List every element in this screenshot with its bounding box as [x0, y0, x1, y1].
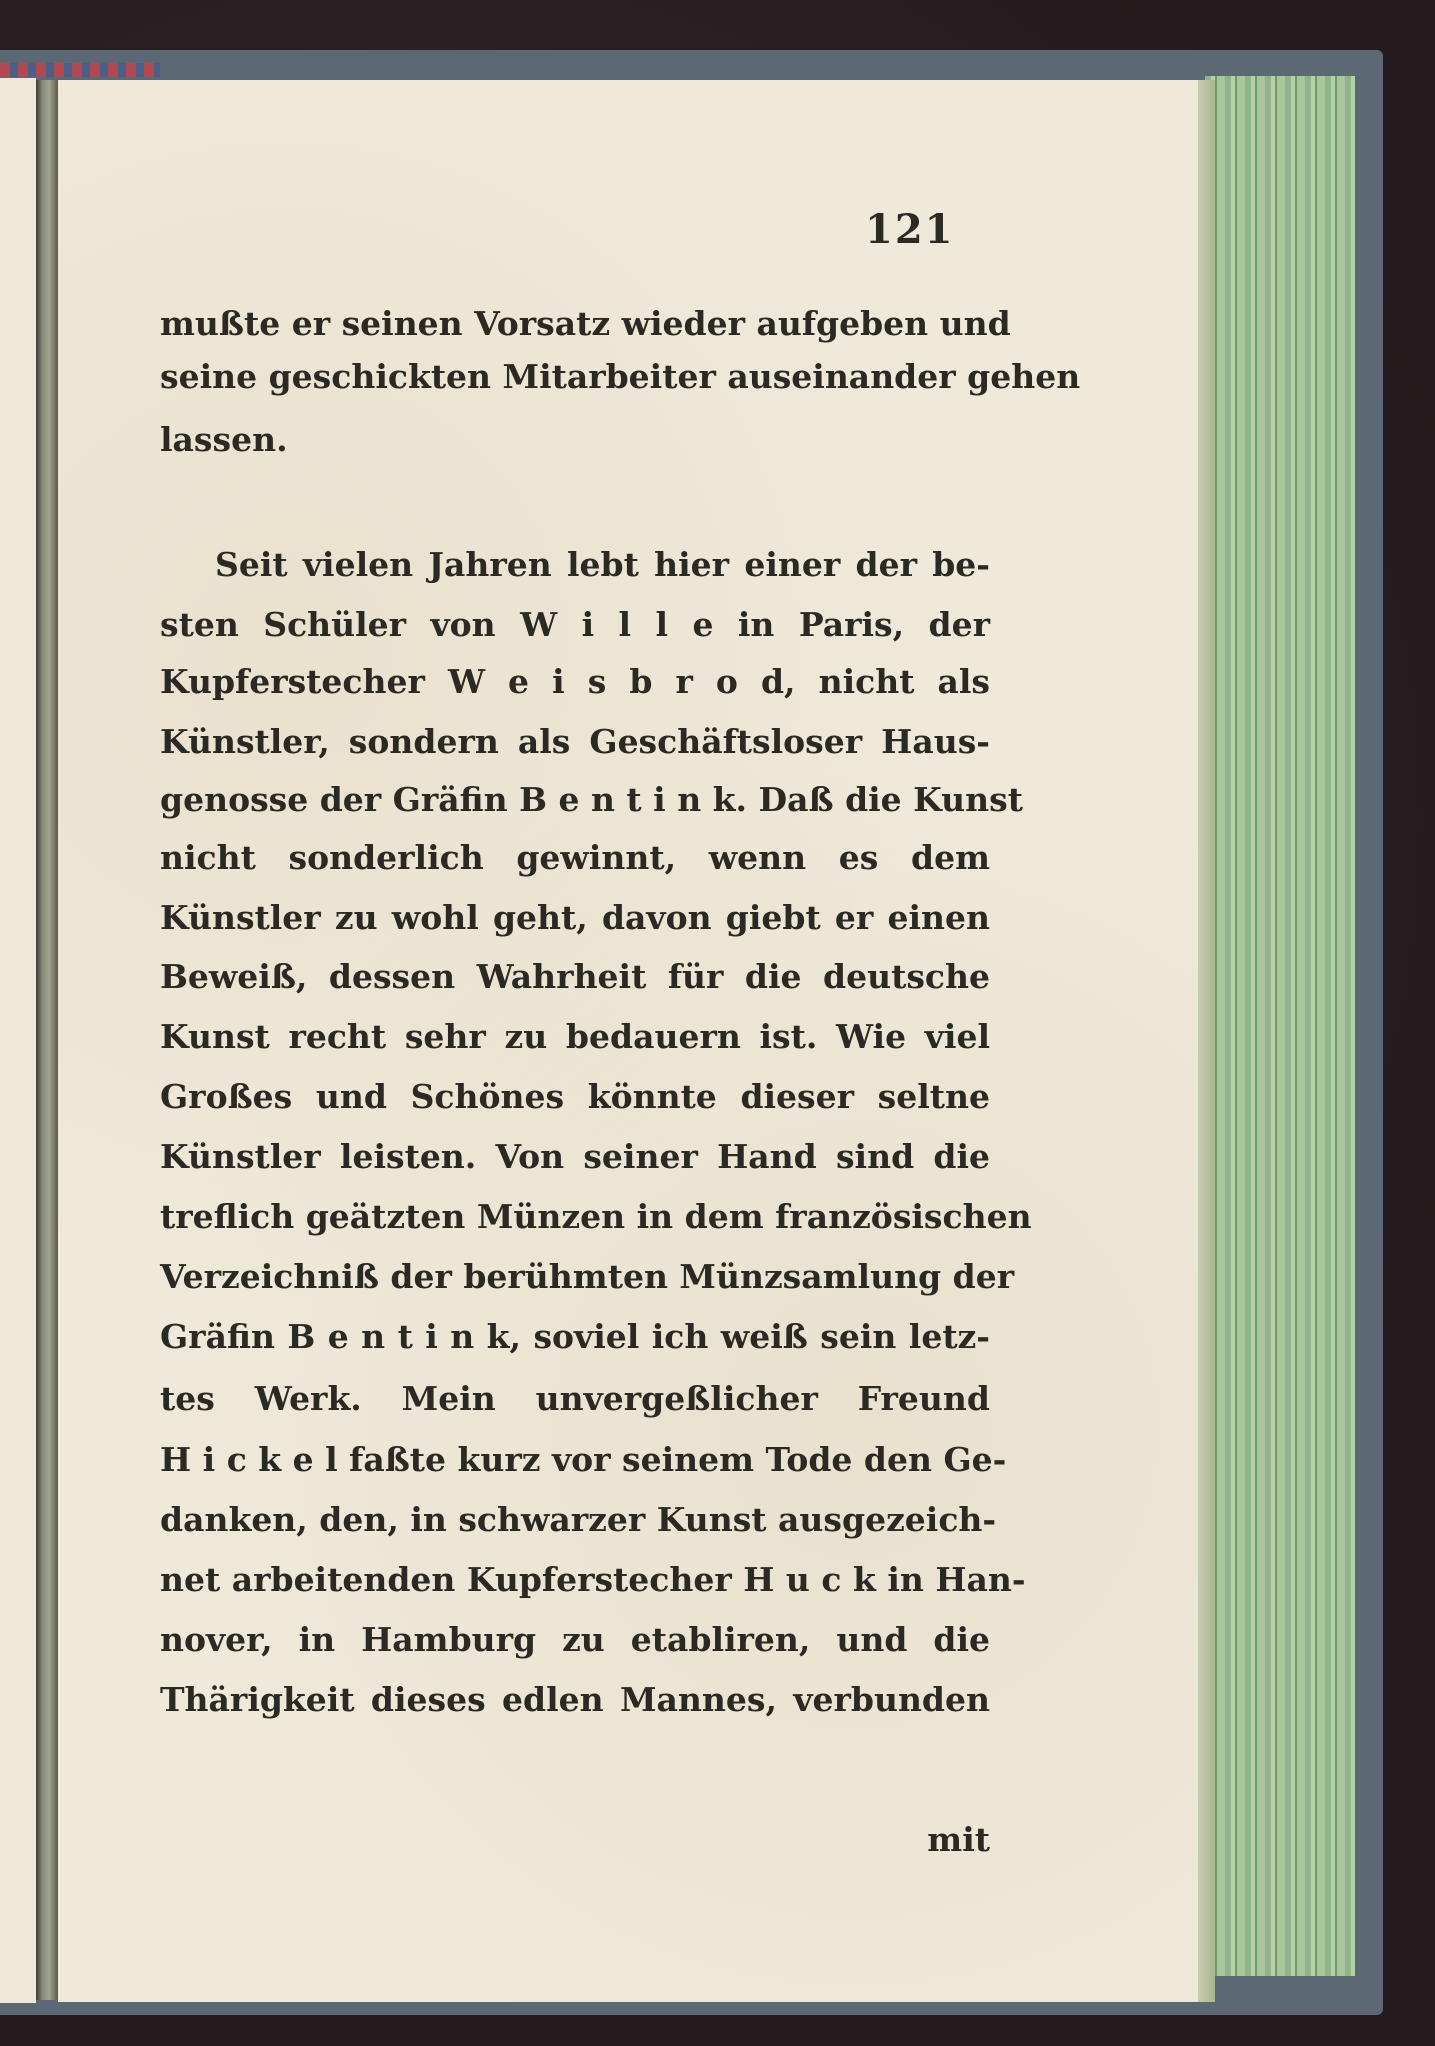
text-line: nover, in Hamburg zu etabliren, und die: [160, 1620, 990, 1659]
text-line: Künstler zu wohl geht, davon giebt er einen: [160, 898, 990, 937]
text-line: lassen.: [160, 420, 288, 459]
headband: [0, 63, 160, 77]
text-line: Kupferstecher W e i s b r o d, nicht als: [160, 662, 990, 701]
text-line: Beweiß, dessen Wahrheit für die deutsche: [160, 957, 990, 996]
text-line: Großes und Schönes könnte dieser seltne: [160, 1077, 990, 1116]
text-line: H i c k e l faßte kurz vor seinem Tode den Ge-: [160, 1440, 1007, 1479]
page-number: 121: [865, 206, 955, 253]
catchword: mit: [927, 1820, 990, 1859]
text-line: mußte er seinen Vorsatz wieder aufgeben und: [160, 304, 1011, 343]
text-line: Verzeichniß der berühmten Münzsamlung der: [160, 1257, 1015, 1296]
text-line: Gräfin B e n t i n k, soviel ich weiß sein letz-: [160, 1317, 990, 1356]
text-line: Kunst recht sehr zu bedauern ist. Wie viel: [160, 1017, 990, 1056]
text-line: Thärigkeit dieses edlen Mannes, verbunden: [160, 1680, 990, 1719]
text-line: danken, den, in schwarzer Kunst ausgezeich-: [160, 1500, 997, 1539]
text-line: Künstler, sondern als Geschäftsloser Haus-: [160, 722, 990, 761]
text-line: nicht sonderlich gewinnt, wenn es dem: [160, 838, 990, 877]
left-page-edge: [0, 78, 36, 2003]
green-page-edges: [1205, 76, 1355, 1976]
text-line: Seit vielen Jahren lebt hier einer der be-: [215, 545, 990, 584]
text-line: treflich geätzten Münzen in dem französischen: [160, 1197, 1032, 1236]
text-line: seine geschickten Mitarbeiter auseinander gehen: [160, 357, 1081, 396]
text-line: sten Schüler von W i l l e in Paris, der: [160, 605, 990, 644]
text-line: tes Werk. Mein unvergeßlicher Freund: [160, 1379, 990, 1418]
text-line: genosse der Gräfin B e n t i n k. Daß die Kunst: [160, 780, 1023, 819]
gutter: [36, 80, 58, 2000]
text-line: net arbeitenden Kupferstecher H u c k in Han-: [160, 1560, 1026, 1599]
text-line: Künstler leisten. Von seiner Hand sind die: [160, 1137, 990, 1176]
